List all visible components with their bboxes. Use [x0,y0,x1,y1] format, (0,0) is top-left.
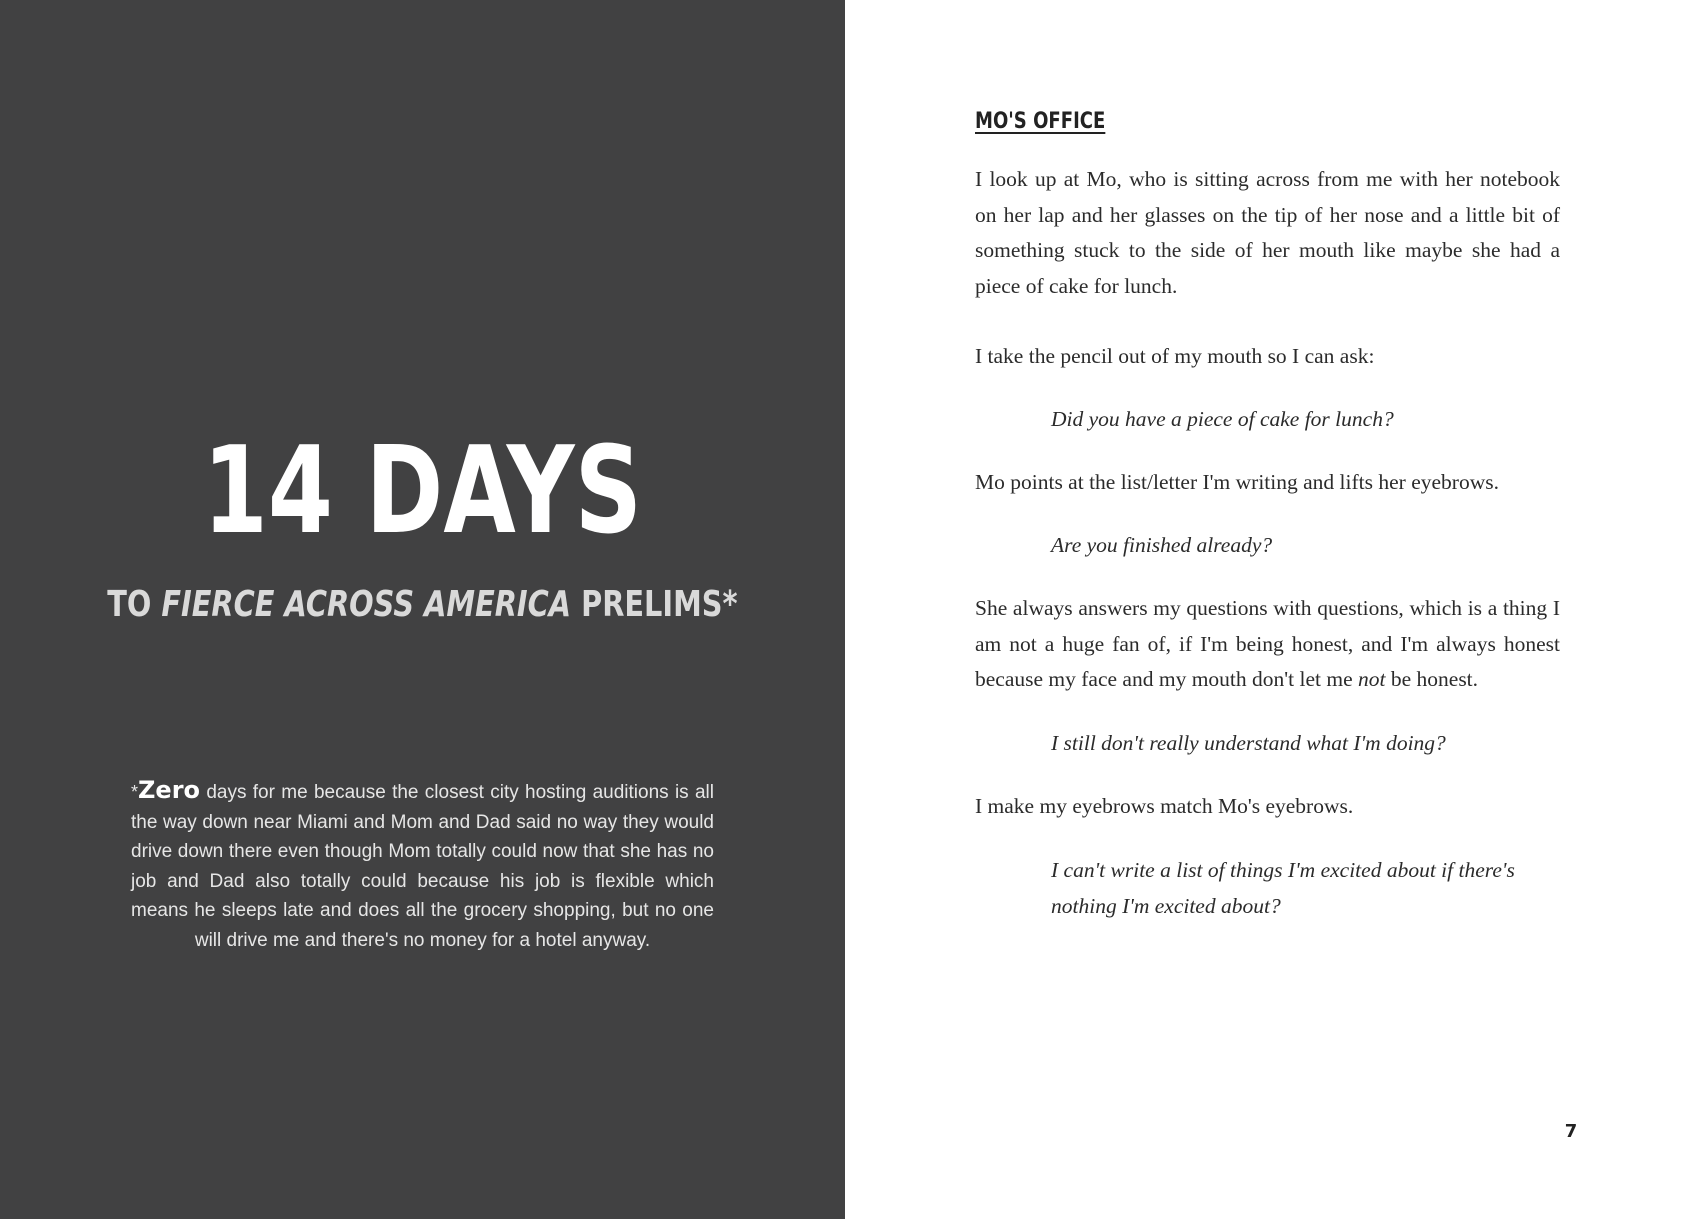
paragraph-3: Mo points at the list/letter I'm writing and lifts her eyebrows. [975,470,1499,494]
subheading-suffix: PRELIMS* [571,584,738,625]
quote-1: Did you have a piece of cake for lunch? [1051,407,1394,431]
footnote-body: days for me because the closest city hosting auditions is all the way down near Miami and Mom and Dad said no way they would drive down there even though Mom totally could now that she has no job and Dad also totally could because his job is flexible which means he sleeps late and does all the grocery shopping, but no one will drive me and there's no money for a hotel anyway. [131,782,714,951]
paragraph-4-end: be honest. [1385,667,1479,691]
subheading-prefix: TO [107,584,162,625]
quote-3: I still don't really understand what I'm doing? [1051,731,1446,755]
paragraph-1: I look up at Mo, who is sitting across from me with her notebook on her lap and her glasses on the tip of her nose and a little bit of something stuck to the side of her mouth like maybe she had a piece of cake for lunch. [975,167,1560,298]
paragraph-5: I make my eyebrows match Mo's eyebrows. [975,794,1354,818]
footnote [131,776,714,955]
footnote-asterisk: * [131,782,139,802]
paragraph-4-text: She always answers my questions with questions, which is a thing I am not a huge fan of, if I'm being honest, and I'm always honest because my face and my mouth don't let me [975,596,1560,691]
paragraph-4 [975,591,1560,698]
subheading-title: FIERCE ACROSS AMERICA [161,584,572,625]
paragraph-2: I take the pencil out of my mouth so I can ask: [975,344,1375,368]
quote-4: I can't write a list of things I'm excited about if there's nothing I'm excited about? [1051,858,1515,918]
footnote-lead-word: Zero [138,776,201,804]
quote-2: Are you finished already? [1051,533,1273,557]
section-heading: MO'S OFFICE [975,109,1106,134]
page-number: 7 [1564,1121,1578,1142]
countdown-headline: 14 DAYS [202,422,642,561]
countdown-subheading [84,584,760,625]
paragraph-4-emphasis: not [1358,667,1386,691]
